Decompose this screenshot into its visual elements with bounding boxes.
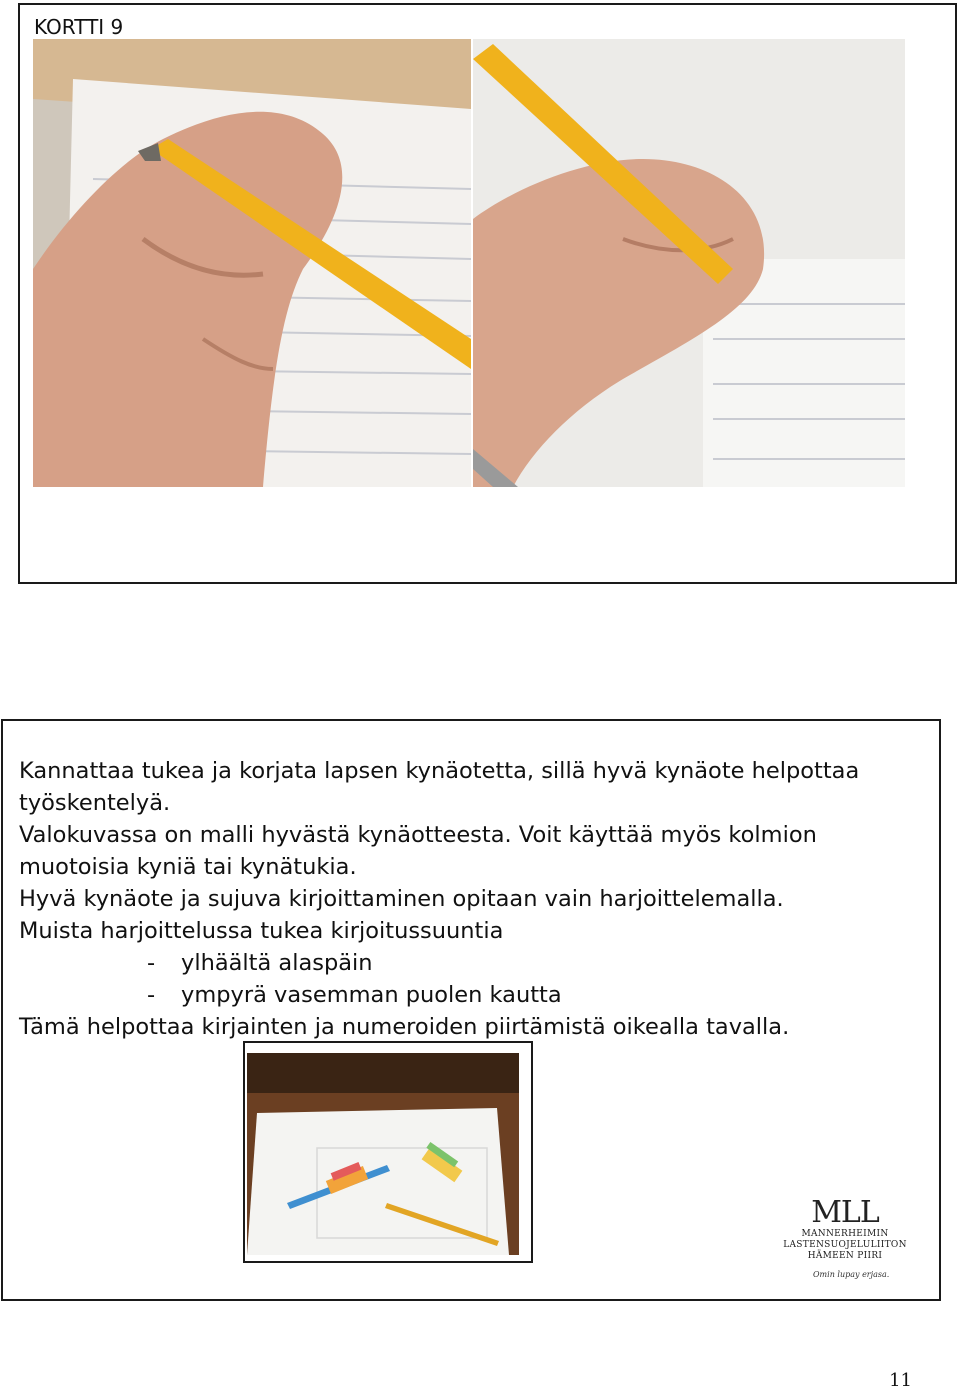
paragraph-3: Hyvä kynäote ja sujuva kirjoittaminen opitaan vain harjoittelemalla. [19,886,784,912]
closing-sentence: Tämä helpottaa kirjainten ja numeroiden piirtämistä oikealla tavalla. [19,1014,790,1040]
photo-pencil-grip-left [33,39,471,487]
photo-pencil-grips [247,1053,519,1255]
list-item [19,947,919,979]
page-number: 11 [889,1370,912,1391]
paragraph-1: Kannattaa tukea ja korjata lapsen kynäotetta, sillä hyvä kynäote helpottaa työskentelyä. [19,758,860,816]
card-bottom [1,719,941,1301]
list-item-text: ympyrä vasemman puolen kautta [181,982,562,1008]
card-top [18,3,957,584]
mll-logo [755,1195,935,1279]
list-dash: - [147,982,156,1008]
list-dash: - [147,950,156,976]
logo-slogan: Omin lupay erjasa. [813,1270,890,1279]
card-title: KORTTI 9 [34,15,124,39]
logo-organization: MANNERHEIMIN LASTENSUOJELULIITON [783,1229,907,1250]
photo-frame [243,1041,533,1263]
logo-mark: MLL [811,1195,879,1230]
photo-pencil-grip-right [473,39,905,487]
logo-district: HÄMEEN PIIRI [807,1251,883,1261]
paragraph-4: Muista harjoittelussa tukea kirjoitussuuntia [19,918,504,944]
list-item [19,979,919,1011]
instruction-text [19,755,919,1043]
list-item-text: ylhäältä alaspäin [181,950,373,976]
paragraph-2: Valokuvassa on malli hyvästä kynäotteesta. Voit käyttää myös kolmion muotoisia kyniä tai kynätukia. [19,822,817,880]
